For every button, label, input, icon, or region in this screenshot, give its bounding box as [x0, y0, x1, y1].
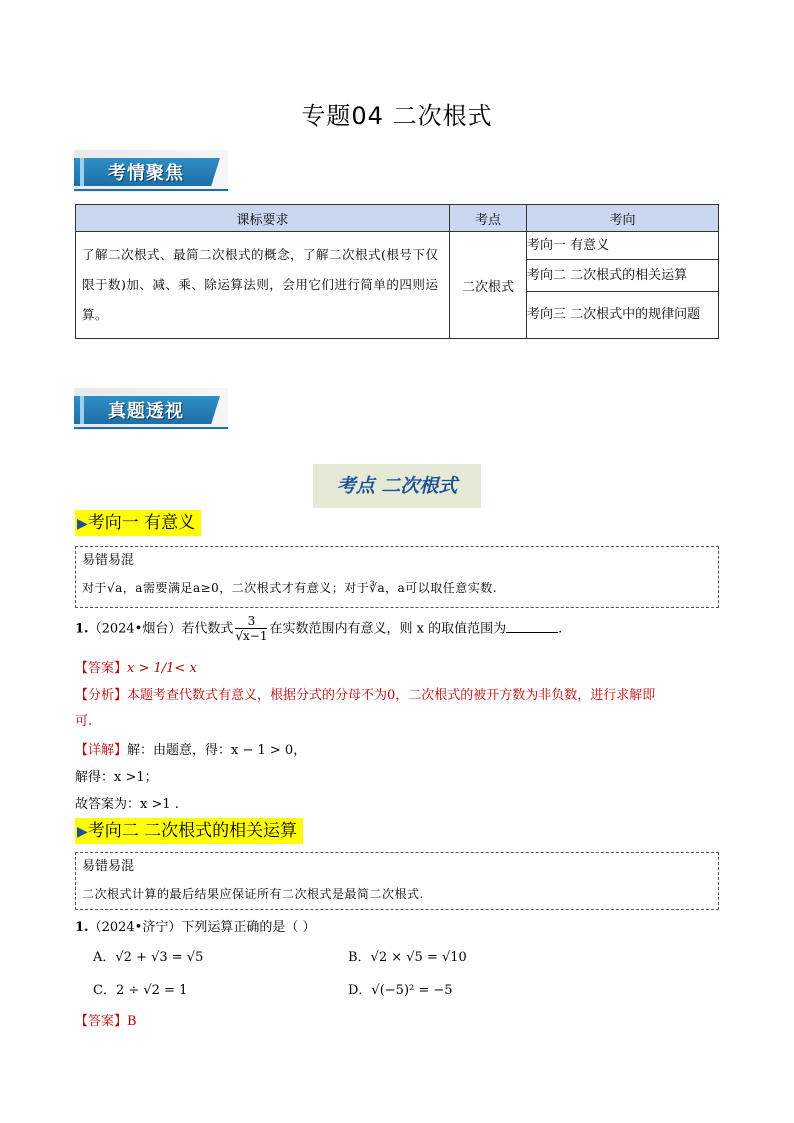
q-end: .	[558, 621, 563, 637]
frac-denominator: √x−1	[235, 629, 268, 643]
question-2	[75, 916, 315, 935]
option-b[interactable]: B．√2 × √5 = √10	[348, 950, 467, 965]
answer-line-2	[75, 1010, 137, 1029]
kaoxiang-2: 考向二 二次根式的相关运算	[527, 260, 719, 292]
q-text: 下列运算正确的是（ ）	[181, 920, 316, 935]
detail-text-3: 故答案为：x >1 .	[75, 797, 179, 812]
banner-accent	[80, 396, 84, 424]
banner-underline	[74, 189, 228, 191]
kaoxiang-1: 考向一 有意义	[527, 232, 719, 260]
q-pre: 若代数式	[181, 621, 234, 637]
requirement-text: 了解二次根式、最简二次根式的概念，了解二次根式(根号下仅限于数)加、减、乘、除运算法则，会用它们进行简单的四则运算。	[76, 232, 450, 339]
q-post: 在实数范围内有意义，则 x 的取值范围为	[269, 621, 507, 637]
section-banner-ztts	[74, 388, 228, 430]
note-box-2	[75, 852, 719, 910]
detail-text-1: 解：由题意，得：x − 1 > 0，	[127, 743, 307, 758]
banner-label: 考情聚焦	[108, 163, 184, 184]
banner-underline	[74, 427, 228, 429]
kaoxiang-3: 考向三 二次根式中的规律问题	[527, 292, 719, 339]
header-requirement: 课标要求	[76, 205, 450, 232]
detail-tag: 【详解】	[75, 743, 128, 758]
note-head: 易错易混	[82, 553, 135, 568]
detail-text-2: 解得：x >1；	[75, 770, 158, 785]
answer-value: B	[127, 1014, 137, 1029]
triangle-icon: ▶	[77, 516, 88, 532]
q-fraction	[235, 615, 267, 643]
note-body: 对于√a，a需要满足a≥0，二次根式才有意义；对于∛a，a可以取任意实数.	[82, 581, 498, 595]
answer-line-1	[75, 657, 197, 676]
exam-overview-table	[75, 204, 719, 339]
analysis-text: 本题考查代数式有意义，根据分式的分母不为0，二次根式的被开方数为非负数，进行求解即	[127, 688, 656, 703]
answer-value: x > 1/1< x	[127, 661, 197, 676]
page-title: 专题04 二次根式	[301, 102, 493, 130]
triangle-icon: ▶	[77, 824, 88, 840]
kaoxiang-heading-label: 考向一 有意义	[87, 513, 196, 533]
q-src: （2024•济宁）	[88, 920, 182, 935]
answer-blank[interactable]	[506, 620, 558, 633]
analysis-line	[75, 684, 655, 703]
note-box-1	[75, 546, 719, 608]
kaodian-label: 考点 二次根式	[313, 464, 481, 508]
note-body: 二次根式计算的最后结果应保证所有二次根式是最简二次根式.	[82, 887, 424, 901]
question-1	[75, 615, 562, 643]
section-banner-kqjj	[74, 150, 228, 192]
kaodian-cell: 二次根式	[450, 232, 527, 339]
analysis-tag: 【分析】	[75, 688, 128, 703]
option-c[interactable]: C．2 ÷ √2 = 1	[93, 983, 188, 998]
header-kaoxiang: 考向	[527, 205, 719, 232]
q-src: （2024•烟台）	[88, 621, 182, 637]
q-num: 1.	[75, 621, 89, 637]
frac-numerator: 3	[235, 615, 267, 629]
kaoxiang-heading-label: 考向二 二次根式的相关运算	[87, 821, 298, 841]
header-kaodian: 考点	[450, 205, 527, 232]
banner-accent	[80, 158, 84, 186]
option-a[interactable]: A．√2 + √3 = √5	[93, 950, 204, 965]
detail-line-1	[75, 739, 306, 758]
option-d[interactable]: D．√(−5)² = −5	[348, 983, 453, 998]
analysis-cont: 可.	[75, 714, 93, 729]
banner-label: 真题透视	[108, 401, 184, 422]
answer-tag: 【答案】	[75, 1014, 128, 1029]
kaoxiang-heading-1	[75, 510, 201, 536]
note-head: 易错易混	[82, 859, 135, 874]
q-num: 1.	[75, 920, 89, 935]
answer-tag: 【答案】	[75, 661, 128, 676]
kaoxiang-heading-2	[75, 818, 303, 844]
